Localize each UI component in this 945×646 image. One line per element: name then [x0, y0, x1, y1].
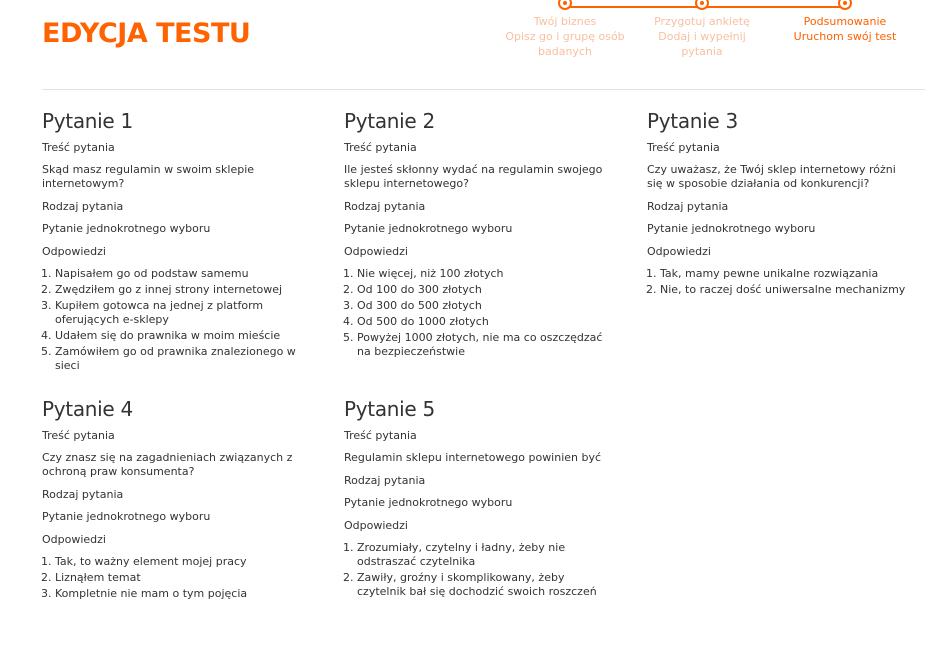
question-card-2 — [344, 109, 614, 361]
question-content-label: Treść pytania — [42, 141, 115, 154]
answers-label: Odpowiedzi — [344, 245, 408, 258]
answer-item: 2. Zawiły, groźny i skomplikowany, żeby czytelnik bał się dochodzić swoich roszczeń — [357, 571, 614, 601]
answers-label: Odpowiedzi — [42, 533, 106, 546]
answer-item: 3. Kupiłem gotowca na jednej z platform oferujących e-sklepy — [55, 299, 312, 329]
answer-item: 1. Zrozumiały, czytelny i ładny, żeby nie odstraszać czytelnika — [357, 541, 614, 571]
question-type: Pytanie jednokrotnego wyboru — [344, 222, 513, 235]
answer-item: 1. Tak, to ważny element mojej pracy — [55, 555, 312, 571]
step-twoj-biznes[interactable] — [500, 0, 630, 59]
question-type: Pytanie jednokrotnego wyboru — [647, 222, 816, 235]
question-card-1 — [42, 109, 312, 375]
answer-item: 5. Zamówiłem go od prawnika znalezionego w sieci — [55, 345, 312, 375]
step-description: Dodaj i wypełnij pytania — [658, 30, 746, 58]
step-title: Przygotuj ankietę — [654, 15, 750, 28]
answers-label: Odpowiedzi — [647, 245, 711, 258]
question-content: Skąd masz regulamin w swoim sklepie internetowym? — [42, 163, 255, 190]
answers-list — [344, 541, 614, 601]
step-title: Twój biznes — [533, 15, 597, 28]
answer-item: 3. Kompletnie nie mam o tym pojęcia — [55, 587, 312, 603]
question-title: Pytanie 4 — [42, 397, 133, 421]
answer-item: 4. Udałem się do prawnika w moim mieście — [55, 329, 312, 345]
question-title: Pytanie 1 — [42, 109, 133, 133]
question-type: Pytanie jednokrotnego wyboru — [344, 496, 513, 509]
step-podsumowanie[interactable] — [780, 0, 910, 44]
step-przygotuj-ankiete[interactable] — [637, 0, 767, 59]
question-card-3 — [647, 109, 909, 299]
question-content: Czy znasz się na zagadnieniach związanych z ochroną praw konsumenta? — [42, 451, 293, 478]
question-content-label: Treść pytania — [647, 141, 720, 154]
answer-item: 4. Od 500 do 1000 złotych — [357, 315, 614, 331]
step-dot-icon — [838, 0, 852, 10]
question-content: Ile jesteś skłonny wydać na regulamin swojego sklepu internetowego? — [344, 163, 603, 190]
question-type: Pytanie jednokrotnego wyboru — [42, 510, 211, 523]
answer-item: 2. Od 100 do 300 złotych — [357, 283, 614, 299]
question-content: Regulamin sklepu internetowego powinien być — [344, 451, 602, 464]
step-title: Podsumowanie — [803, 15, 887, 28]
question-title: Pytanie 5 — [344, 397, 435, 421]
answers-list — [344, 267, 614, 361]
answers-label: Odpowiedzi — [42, 245, 106, 258]
answer-item: 2. Zwędziłem go z innej strony internetowej — [55, 283, 312, 299]
question-type-label: Rodzaj pytania — [42, 488, 124, 501]
answer-item: 3. Od 300 do 500 złotych — [357, 299, 614, 315]
question-type-label: Rodzaj pytania — [42, 200, 124, 213]
question-title: Pytanie 2 — [344, 109, 435, 133]
question-type-label: Rodzaj pytania — [344, 200, 426, 213]
step-dot-icon — [695, 0, 709, 10]
question-type-label: Rodzaj pytania — [647, 200, 729, 213]
answer-item: 2. Liznąłem temat — [55, 571, 312, 587]
answers-list — [42, 267, 312, 375]
answer-item: 1. Napisałem go od podstaw samemu — [55, 267, 312, 283]
question-content-label: Treść pytania — [344, 429, 417, 442]
answer-item: 1. Nie więcej, niż 100 złotych — [357, 267, 614, 283]
step-dot-icon — [558, 0, 572, 10]
question-content-label: Treść pytania — [344, 141, 417, 154]
answers-list — [647, 267, 909, 299]
question-content: Czy uważasz, że Twój sklep internetowy różni się w sposobie działania od konkurencji? — [647, 163, 896, 190]
question-type-label: Rodzaj pytania — [344, 474, 426, 487]
answers-list — [42, 555, 312, 603]
answers-label: Odpowiedzi — [344, 519, 408, 532]
question-card-4 — [42, 397, 312, 603]
question-type: Pytanie jednokrotnego wyboru — [42, 222, 211, 235]
step-description: Uruchom swój test — [793, 30, 897, 43]
question-content-label: Treść pytania — [42, 429, 115, 442]
page-title: EDYCJA TESTU — [42, 18, 251, 49]
answer-item: 2. Nie, to raczej dość uniwersalne mechanizmy — [660, 283, 909, 299]
question-card-5 — [344, 397, 614, 601]
question-title: Pytanie 3 — [647, 109, 738, 133]
header-divider — [42, 89, 925, 90]
step-description: Opisz go i grupę osób badanych — [505, 30, 625, 58]
answer-item: 1. Tak, mamy pewne unikalne rozwiązania — [660, 267, 909, 283]
progress-stepper — [500, 0, 910, 70]
answer-item: 5. Powyżej 1000 złotych, nie ma co oszczędzać na bezpieczeństwie — [357, 331, 614, 361]
